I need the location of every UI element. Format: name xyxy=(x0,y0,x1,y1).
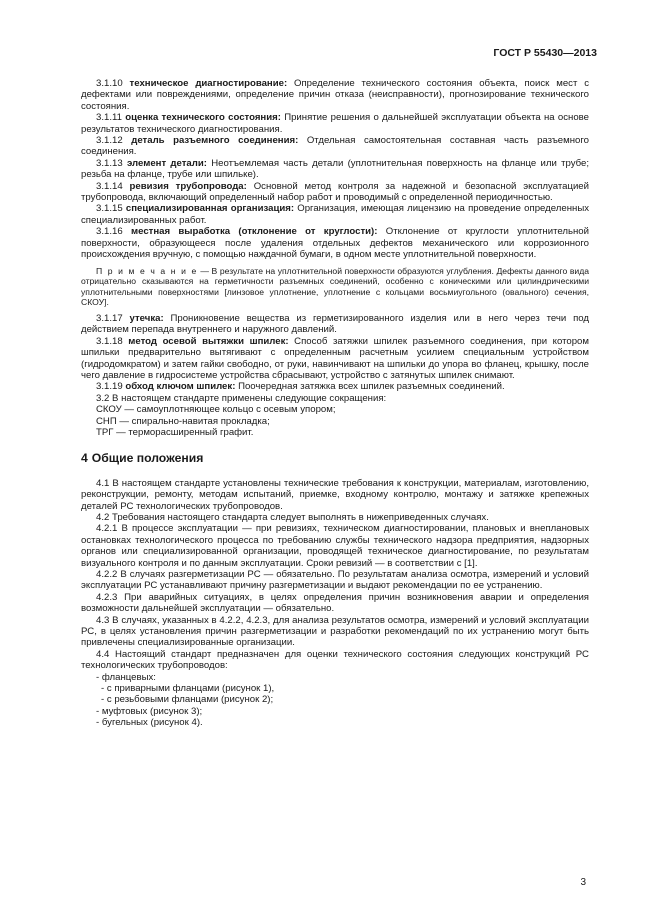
definition-3-1-16: 3.1.16 местная выработка (отклонение от круглости): Отклонение от круглости уплотнительной поверхности, образующееся после удаления отдельных дефектов механического или коррозионного происхождения вручную, с помощью наждачной бумаги, в одном месте уплотнительной поверхности. xyxy=(81,226,589,261)
abbreviation-item: ТРГ — терморасширенный графит. xyxy=(96,426,254,438)
construction-list xyxy=(81,672,589,729)
section-number: 4 xyxy=(81,451,88,466)
definition-3-1-11: 3.1.11 оценка технического состояния: Принятие решения о дальнейшей эксплуатации объекта на основе результатов технического диагностирования. xyxy=(81,112,589,135)
list-item-clamp: - бугельных (рисунок 4). xyxy=(96,717,203,729)
page-number: 3 xyxy=(580,877,586,888)
definition-3-1-14: 3.1.14 ревизия трубопровода: Основной метод контроля за надежной и безопасной эксплуатацией трубопровода, включающий определенный набор работ и проводимый с определенной периодичностью. xyxy=(81,180,590,204)
abbreviations-intro: 3.2 В настоящем стандарте применены следующие сокращения: xyxy=(96,392,387,404)
section-heading xyxy=(81,453,589,464)
list-item-flanged: - фланцевых: xyxy=(96,671,156,683)
abbreviation-item: СКОУ — самоуплотняющее кольцо с осевым упором; xyxy=(96,404,336,416)
paragraph-4-2-3: 4.2.3 При аварийных ситуациях, в целях определения причин возникновения аварии и определения возможности дальнейшей эксплуатации — обязательно. xyxy=(81,591,589,615)
paragraph-4-3: 4.3 В случаях, указанных в 4.2.2, 4.2.3, для анализа результатов осмотра, измерений и условий эксплуатации РС, в целях установления причин разгерметизации и разработки рекомендаций по их устранению могут быть привлечены специализированные организации. xyxy=(81,614,589,649)
paragraph-4-4: 4.4 Настоящий стандарт предназначен для оценки технического состояния следующих конструкций РС технологических трубопроводов: xyxy=(81,648,589,672)
paragraph-4-2: 4.2 Требования настоящего стандарта следует выполнять в нижеприведенных случаях. xyxy=(96,511,489,523)
section-title: Общие положения xyxy=(91,451,204,466)
paragraph-4-2-2: 4.2.2 В случаях разгерметизации РС — обязательно. По результатам анализа осмотра, измерений и условий эксплуатации РС устанавливают причину разгерметизации и выдают рекомендации по ее устранению. xyxy=(81,569,589,592)
definition-3-1-10: 3.1.10 техническое диагностирование: Определение технического состояния объекта, поиск мест с дефектами или повреждениями, определение причин отказа (неисправности), прогнозирование технического состояния. xyxy=(81,78,589,112)
note-text: — В результате на уплотнительной поверхности образуются углубления. Дефекты данного вида отрицательно сказываются на герметичности разъемных соединений, особенно с коническими или цилиндрическими уплотнительными поверхностями [линзовое уплотнение, уплотнение с кольцами восьмиугольного (овального) сечения, СКОУ]. xyxy=(81,265,590,308)
list-item-welded-flanges: - с приварными фланцами (рисунок 1), xyxy=(101,683,275,695)
list-item-threaded-flanges: - с резьбовыми фланцами (рисунок 2); xyxy=(101,694,274,706)
definition-3-1-13: 3.1.13 элемент детали: Неотъемлемая часть детали (уплотнительная поверхность на фланце или трубе; резьба на фланце, трубе или шпильке). xyxy=(81,157,590,181)
paragraph-4-2-1: 4.2.1 В процессе эксплуатации — при ревизиях, техническом диагностировании, плановых и внеплановых остановках технологического процесса по требованию службы технического надзора предприятия, надзорных органов или специализированной организации, проводящей техническое диагностирование, по результатам визуального контроля и по данным эксплуатации. Сроки ревизий — в соответствии с [1]. xyxy=(81,523,589,569)
definition-3-1-18: 3.1.18 метод осевой вытяжки шпилек: Способ затяжки шпилек разъемного соединения, при котором шпильки предварительно вытягивают с определенным расчетным усилием специальным устройством (гидродомкратом) и затем гайки свободно, от руки, навинчивают на шпильки до упора во фланец, крышку, после чего давление в гидросистеме устройства сбрасывают, устройство с затянутых шпилек снимают. xyxy=(81,335,589,381)
abbreviation-item: СНП — спирально-навитая прокладка; xyxy=(96,415,270,427)
paragraph-4-1: 4.1 В настоящем стандарте установлены технические требования к конструкции, материалам, изготовлению, реконструкции, ремонту, методам испытаний, приемке, входному контролю, монтажу и затяжке крепежных деталей РС технологических трубопроводов. xyxy=(81,477,589,512)
note xyxy=(81,266,589,308)
note-label: П р и м е ч а н и е xyxy=(96,265,198,276)
definition-3-1-15: 3.1.15 специализированная организация: Организация, имеющая лицензию на проведение определенных специализированных работ. xyxy=(81,203,590,226)
definition-3-1-19: 3.1.19 обход ключом шпилек: Поочередная затяжка всех шпилек разъемных соединений. xyxy=(96,381,505,393)
document-body xyxy=(81,78,589,729)
list-item-coupling: - муфтовых (рисунок 3); xyxy=(96,705,203,717)
definition-3-1-17: 3.1.17 утечка: Проникновение вещества из герметизированного изделия или в него через течи под действием перепада внутреннего и наружного давлений. xyxy=(81,312,589,336)
standard-code-header: ГОСТ Р 55430—2013 xyxy=(493,47,597,59)
definition-3-1-12: 3.1.12 деталь разъемного соединения: Отдельная самостоятельная составная часть разъемного соединения. xyxy=(81,135,590,158)
